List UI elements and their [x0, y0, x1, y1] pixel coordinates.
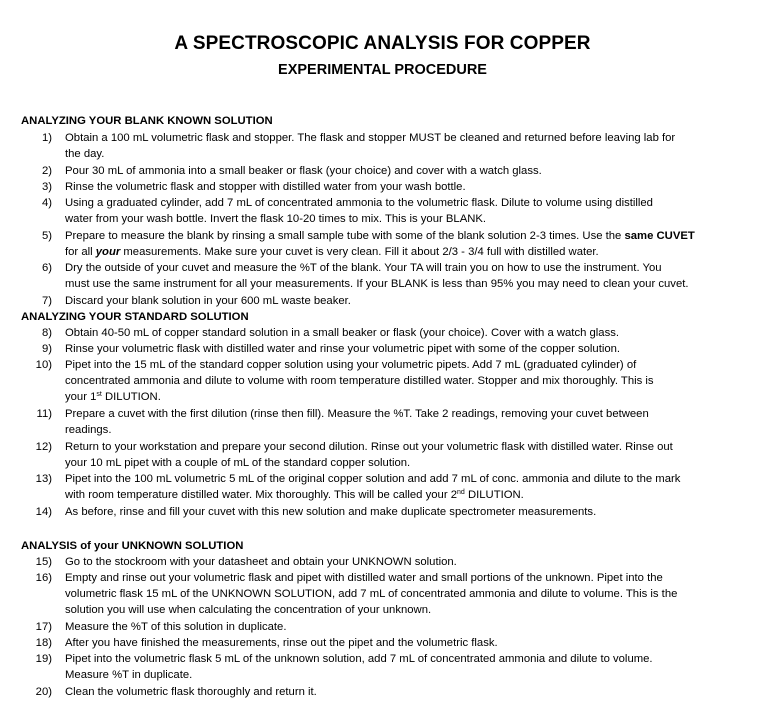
- step-text: Dry the outside of your cuvet and measure the %T of the blank. Your TA will train you on how to use the instrument. You: [65, 262, 662, 274]
- step-number: 2): [41, 165, 52, 177]
- step-text: Pour 30 mL of ammonia into a small beaker or flask (your choice) and cover with a watch glass.: [65, 165, 542, 177]
- step-text: Pipet into the 15 mL of the standard copper solution using your volumetric pipets. Add 7 mL (graduated cylinder) of: [65, 359, 637, 371]
- step-text: Discard your blank solution in your 600 mL waste beaker.: [65, 295, 351, 307]
- step-text: Prepare to measure the blank by rinsing a small sample tube with some of the blank solution 2-3 times. Use the: [65, 230, 625, 242]
- document-subtitle: EXPERIMENTAL PROCEDURE: [278, 62, 487, 78]
- step-number: 13): [35, 473, 52, 485]
- step-number: 8): [41, 327, 52, 339]
- step-number: 12): [35, 441, 52, 453]
- step-text: Obtain a 100 mL volumetric flask and stopper. The flask and stopper MUST be cleaned and returned before leaving lab for: [65, 132, 676, 144]
- step-text: Return to your workstation and prepare your second dilution. Rinse out your volumetric flask with distilled water. Rinse out: [65, 441, 673, 453]
- step-text: As before, rinse and fill your cuvet with this new solution and make duplicate spectrometer measurements.: [65, 506, 597, 518]
- step-number: 17): [35, 621, 52, 633]
- step-text: Using a graduated cylinder, add 7 mL of concentrated ammonia to the volumetric flask. Dilute to volume using distilled: [65, 197, 653, 209]
- step-text: Pipet into the 100 mL volumetric 5 mL of the original copper solution and add 7 mL of conc. ammonia and dilute to the mark: [65, 473, 681, 485]
- step-number: 14): [35, 506, 52, 518]
- step-text: Clean the volumetric flask thoroughly and return it.: [65, 686, 317, 698]
- document-title: A SPECTROSCOPIC ANALYSIS FOR COPPER: [174, 33, 591, 54]
- step-text: Rinse the volumetric flask and stopper with distilled water from your wash bottle.: [65, 181, 466, 193]
- step-text: solution you will use when calculating the concentration of your unknown.: [65, 604, 432, 617]
- step-text: your 10 mL pipet with a couple of mL of the standard copper solution.: [65, 457, 411, 470]
- step-text: Rinse your volumetric flask with distilled water and rinse your volumetric pipet with some of the copper solution.: [65, 343, 621, 355]
- step-text: volumetric flask 15 mL of the UNKNOWN SOLUTION, add 7 mL of concentrated ammonia and dilute to volume. This is the: [65, 588, 678, 601]
- step-number: 11): [36, 408, 52, 420]
- step-number: 18): [35, 637, 52, 649]
- emphasis-same-cuvet: same CUVET: [624, 230, 695, 242]
- step-text: Obtain 40-50 mL of copper standard solution in a small beaker or flask (your choice). Cover with a watch glass.: [65, 327, 620, 339]
- step-number: 16): [35, 572, 52, 584]
- step-text: readings.: [65, 424, 112, 437]
- step-number: 5): [41, 230, 52, 242]
- step-text: Empty and rinse out your volumetric flask and pipet with distilled water and small portions of the unknown. Pipet into the: [65, 572, 663, 584]
- section-heading-blank: ANALYZING YOUR BLANK KNOWN SOLUTION: [21, 115, 273, 127]
- step-text: Go to the stockroom with your datasheet and obtain your UNKNOWN solution.: [65, 556, 457, 568]
- section-heading-unknown: ANALYSIS of your UNKNOWN SOLUTION: [21, 540, 244, 552]
- step-text: with room temperature distilled water. Mix thoroughly. This will be called your 2: [65, 489, 458, 502]
- step-text: your 1: [65, 391, 97, 404]
- step-number: 4): [41, 197, 52, 209]
- step-text: measurements. Make sure your cuvet is very clean. Fill it about 2/3 - 3/4 full with distilled water.: [120, 246, 599, 259]
- step-number: 1): [41, 132, 52, 144]
- step-text: Prepare a cuvet with the first dilution (rinse then fill). Measure the %T. Take 2 readings, removing your cuvet between: [65, 408, 649, 420]
- section-heading-standard: ANALYZING YOUR STANDARD SOLUTION: [21, 311, 249, 323]
- step-text: for all: [65, 246, 96, 259]
- step-number: 3): [41, 181, 52, 193]
- step-text: the day.: [65, 148, 105, 161]
- ordinal-suffix: st: [96, 391, 102, 399]
- step-number: 10): [35, 359, 52, 371]
- step-text: Pipet into the volumetric flask 5 mL of the unknown solution, add 7 mL of concentrated ammonia and dilute to volume.: [65, 653, 653, 665]
- ordinal-suffix: nd: [457, 489, 465, 497]
- step-number: 19): [35, 653, 52, 665]
- step-text: After you have finished the measurements, rinse out the pipet and the volumetric flask.: [65, 637, 498, 649]
- step-number: 9): [41, 343, 52, 355]
- step-text: Measure the %T of this solution in duplicate.: [65, 621, 287, 633]
- step-text: concentrated ammonia and dilute to volume with room temperature distilled water. Stopper and mix thoroughly. This is: [65, 375, 654, 388]
- step-number: 6): [41, 262, 52, 274]
- step-text: DILUTION.: [101, 391, 161, 404]
- step-number: 7): [41, 295, 52, 307]
- step-number: 15): [35, 556, 52, 568]
- step-text: water from your wash bottle. Invert the flask 10-20 times to mix. This is your BLANK.: [65, 213, 487, 226]
- step-number: 20): [35, 686, 52, 698]
- step-text: DILUTION.: [464, 489, 524, 502]
- step-text: Measure %T in duplicate.: [65, 669, 193, 682]
- emphasis-your: your: [95, 246, 121, 259]
- step-text: must use the same instrument for all your measurements. If your BLANK is less than 95% you may need to clean your cuvet.: [65, 278, 689, 291]
